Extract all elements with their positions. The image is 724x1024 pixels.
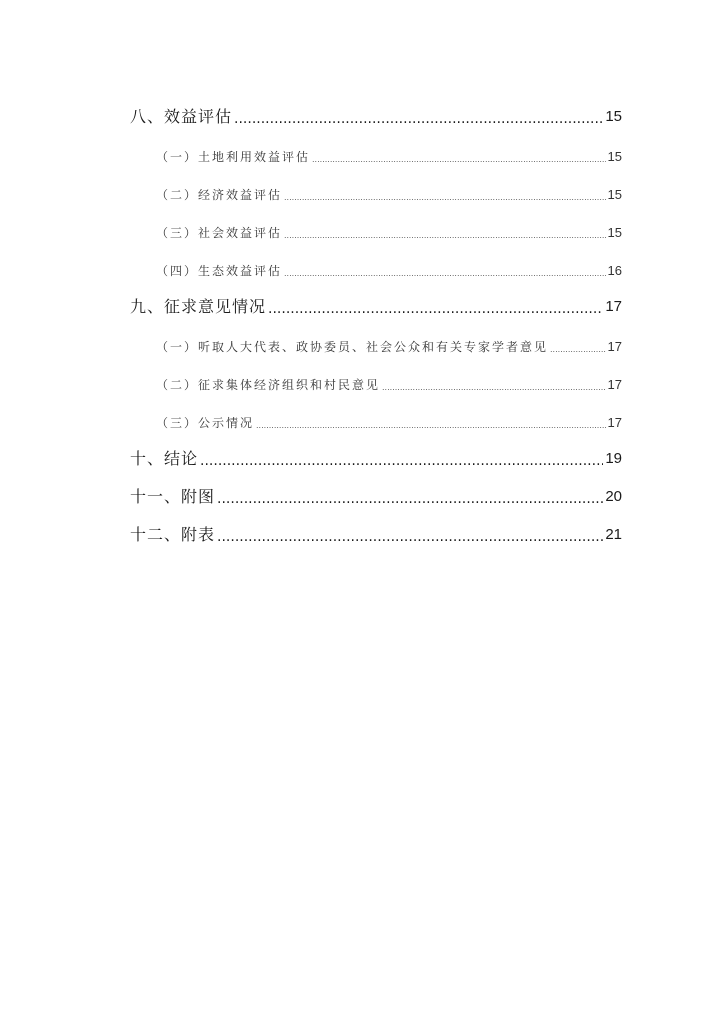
toc-subentry[interactable]: [130, 130, 622, 168]
dot-leader: [234, 108, 603, 130]
toc-entry-title: 八、效益评估: [130, 107, 233, 126]
toc-entry-page: 19: [605, 450, 622, 467]
toc-entry[interactable]: [130, 92, 622, 130]
toc-entry-page: 15: [607, 149, 622, 164]
toc-entry-title: 十二、附表: [130, 525, 216, 544]
toc-entry-title: 十、结论: [130, 449, 199, 468]
toc-entry-title: （三）社会效益评估: [156, 226, 283, 240]
toc-subentry[interactable]: [130, 244, 622, 282]
toc-entry-page: 17: [607, 339, 622, 354]
toc-entry-page: 15: [605, 108, 622, 125]
toc-subentry[interactable]: [130, 396, 622, 434]
toc-subentry[interactable]: [130, 206, 622, 244]
toc-entry-page: 17: [605, 298, 622, 315]
dot-leader: [312, 152, 606, 168]
toc-entry-page: 15: [607, 225, 622, 240]
toc-entry[interactable]: [130, 472, 622, 510]
dot-leader: [200, 450, 603, 472]
toc-entry-title: （四）生态效益评估: [156, 264, 283, 278]
dot-leader: [268, 298, 603, 320]
toc-entry-page: 20: [605, 488, 622, 505]
toc-entry-page: 17: [607, 377, 622, 392]
toc-entry-page: 21: [605, 526, 622, 543]
toc-entry-page: 17: [607, 415, 622, 430]
dot-leader: [550, 342, 606, 358]
toc-entry-page: 16: [607, 263, 622, 278]
dot-leader: [256, 418, 606, 434]
toc-entry-title: （二）征求集体经济组织和村民意见: [156, 378, 381, 392]
toc-entry[interactable]: [130, 434, 622, 472]
toc-entry[interactable]: [130, 282, 622, 320]
toc-entry-title: （三）公示情况: [156, 416, 255, 430]
dot-leader: [217, 488, 603, 510]
toc-subentry[interactable]: [130, 168, 622, 206]
table-of-contents: [130, 92, 622, 548]
toc-subentry[interactable]: [130, 358, 622, 396]
toc-entry-title: 九、征求意见情况: [130, 297, 267, 316]
toc-entry[interactable]: [130, 510, 622, 548]
dot-leader: [217, 526, 603, 548]
toc-entry-title: 十一、附图: [130, 487, 216, 506]
dot-leader: [284, 228, 606, 244]
toc-subentry[interactable]: [130, 320, 622, 358]
dot-leader: [284, 190, 606, 206]
toc-entry-title: （一）土地利用效益评估: [156, 150, 311, 164]
dot-leader: [382, 380, 606, 396]
toc-entry-title: （二）经济效益评估: [156, 188, 283, 202]
toc-entry-page: 15: [607, 187, 622, 202]
toc-entry-title: （一）听取人大代表、政协委员、社会公众和有关专家学者意见: [156, 340, 549, 354]
dot-leader: [284, 266, 606, 282]
